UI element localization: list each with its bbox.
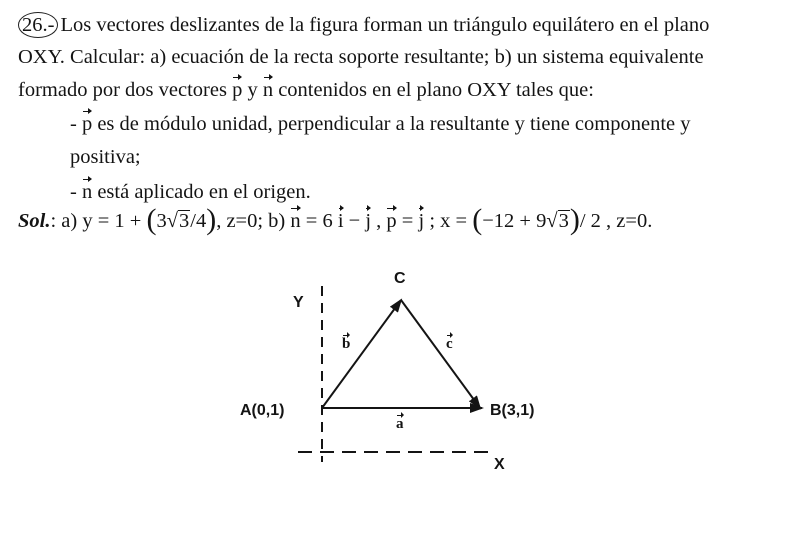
vector-a-label [396,414,404,433]
solution-x-inner: −12 + 9 [482,210,547,232]
solution-comma: , [371,210,387,232]
vector-c-label [446,334,453,353]
paren-open: ( [146,203,157,236]
vector-j: j [418,207,424,233]
vector-p: p [386,207,396,233]
vector-n: n [263,76,273,102]
solution-minus: − [343,210,366,232]
bullet-n-text: está aplicado en el origen. [92,181,311,203]
vector-i: i [338,207,344,233]
bullet-dash: - [70,113,82,135]
problem-text-3b: contenidos en el plano OXY tales que: [273,79,594,101]
solution-x-prefix: ; x = [424,210,473,232]
paren-open: ( [472,203,483,236]
vector-p: p [232,76,242,102]
problem-text-3y: y [242,79,263,101]
vector-b-arrow [322,300,401,408]
solution-a-sqrt: 3 [179,210,190,232]
solution-a-coef: 3 [156,210,167,232]
vector-a-letter: a [396,416,404,432]
problem-text-1: Los vectores deslizantes de la figura forman un triángulo equilátero en el plano [60,14,710,36]
point-c-label: C [394,270,406,287]
solution-x-sqrt: 3 [558,210,569,232]
bullet-p-text: es de módulo unidad, perpendicular a la resultante y tiene componente y [92,113,691,135]
solution-a-suffix: , z=0; b) [216,210,291,232]
vector-n: n [290,207,300,233]
bullet-dash: - [70,181,82,203]
vector-c-arrow [401,300,480,408]
paren-close: ) [206,203,217,236]
vector-b-label [342,334,350,353]
solution-p-eq: = [396,210,419,232]
vector-n: n [82,178,92,204]
vector-p: p [82,110,92,136]
y-axis-label: Y [293,294,304,311]
solution-x-tail: / 2 , z=0. [579,210,653,232]
vector-c-letter: c [446,336,453,352]
point-a-label: A(0,1) [240,402,285,419]
problem-number: 26.- [18,12,58,38]
vector-b-letter: b [342,336,351,352]
solution-line: Sol.: a) y = 1 + (3√3/4), z=0; b) n = 6 i − j , p = j ; x = (−12 + 9√3)/ 2 , z=0. [18,203,653,236]
point-b-label: B(3,1) [490,402,535,419]
vector-j: j [365,207,371,233]
solution-a-prefix: : a) y = 1 + [50,210,147,232]
x-axis-label: X [494,456,505,473]
solution-a-over: /4 [190,210,207,232]
problem-text-3a: formado por dos vectores [18,79,233,101]
solution-n-eq: = 6 [300,210,338,232]
bullet-p-continuation: positiva; [70,146,141,168]
paren-close: ) [569,203,580,236]
problem-line-2: OXY. Calcular: a) ecuación de la recta soporte resultante; b) un sistema equivalente [18,46,704,68]
solution-label: Sol. [18,210,51,232]
